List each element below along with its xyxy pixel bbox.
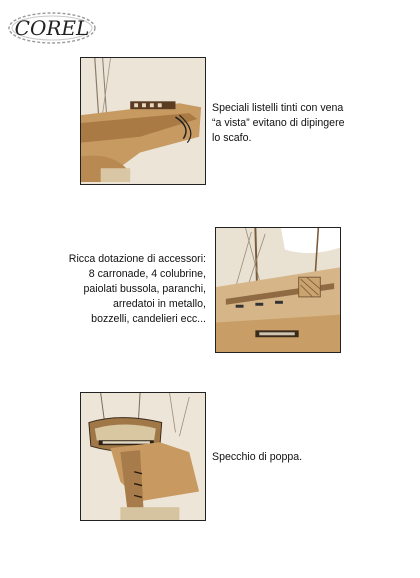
corel-logo [6, 8, 98, 48]
ship-deck-photo [215, 227, 341, 353]
accessories-caption [69, 252, 206, 327]
bow-caption [212, 101, 345, 146]
caption-line: Ricca dotazione di accessori: [68, 253, 206, 265]
ship-stern-photo-icon [81, 393, 205, 520]
ship-stern-photo [80, 392, 206, 521]
caption-line: paiolati bussola, paranchi, [83, 283, 206, 295]
caption-line: “a vista” evitano di dipingere [212, 117, 345, 129]
ship-deck-photo-icon [216, 228, 340, 352]
corel-rope-logo-icon [6, 8, 98, 48]
caption-line: bozzelli, candelieri ecc... [91, 313, 206, 325]
caption-line: Speciali listelli tinti con vena [212, 102, 344, 114]
caption-line: lo scafo. [212, 132, 252, 144]
caption-line: Specchio di poppa. [212, 451, 303, 463]
caption-line: 8 carronade, 4 colubrine, [88, 268, 206, 280]
logo-text: COREL [14, 16, 90, 40]
ship-bow-photo-icon [81, 58, 205, 184]
stern-caption [212, 450, 302, 465]
caption-line: arredatoi in metallo, [112, 298, 206, 310]
ship-bow-photo [80, 57, 206, 185]
